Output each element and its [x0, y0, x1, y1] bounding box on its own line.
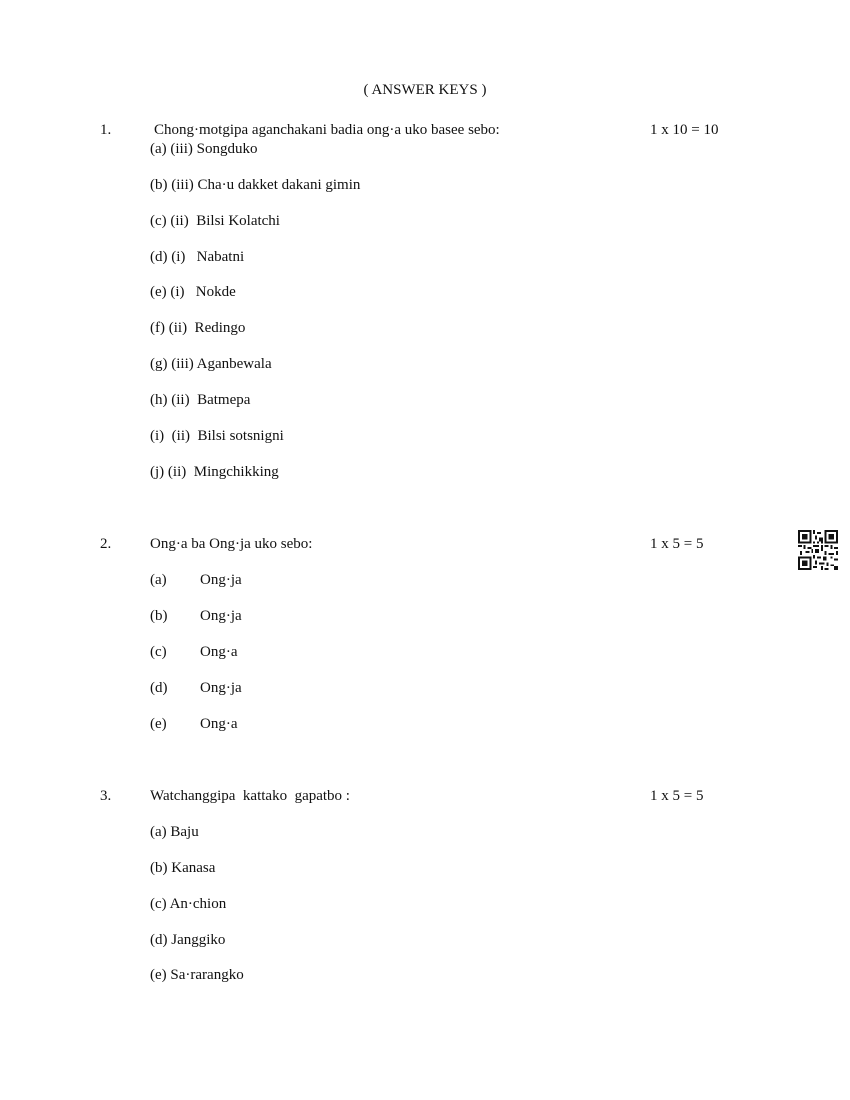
answer-item: (d) (i) Nabatni: [150, 249, 245, 265]
answer-item: (g) (iii) Aganbewala: [150, 356, 272, 372]
answer-item: (d) Janggiko: [150, 932, 226, 948]
answer-item: (a) Baju: [150, 824, 199, 840]
question-number: 2.: [100, 536, 112, 552]
question-text: Chong·motgipa aganchakani badia ong·a uko basee sebo:: [154, 122, 500, 138]
answer-item: (h) (ii) Batmepa: [150, 392, 251, 408]
answer-value: Ong·ja: [200, 680, 242, 696]
answer-item: (c) (ii) Bilsi Kolatchi: [150, 213, 280, 229]
question-marks: 1 x 5 = 5: [650, 536, 704, 552]
answer-item: (b) Kanasa: [150, 860, 216, 876]
answer-label: (b): [150, 608, 168, 624]
question-marks: 1 x 10 = 10: [650, 122, 719, 138]
answer-value: Ong·a: [200, 644, 238, 660]
question-number: 3.: [100, 788, 112, 804]
answer-item: (c) An·chion: [150, 896, 227, 912]
question-text: Watchanggipa kattako gapatbo :: [150, 788, 350, 804]
answer-item: (e) (i) Nokde: [150, 284, 236, 300]
answer-item: (i) (ii) Bilsi sotsnigni: [150, 428, 284, 444]
answer-value: Ong·ja: [200, 572, 242, 588]
question-text: Ong·a ba Ong·ja uko sebo:: [150, 536, 313, 552]
answer-item: (b) (iii) Cha·u dakket dakani gimin: [150, 177, 361, 193]
page-title: ( ANSWER KEYS ): [363, 82, 487, 98]
answer-item: (e) Sa·rarangko: [150, 967, 244, 983]
answer-item: (a) (iii) Songduko: [150, 141, 258, 157]
question-number: 1.: [100, 122, 112, 138]
answer-label: (a): [150, 572, 167, 588]
answer-item: (f) (ii) Redingo: [150, 320, 246, 336]
answer-value: Ong·ja: [200, 608, 242, 624]
answer-label: (d): [150, 680, 168, 696]
answer-label: (c): [150, 644, 167, 660]
answer-label: (e): [150, 716, 167, 732]
answer-value: Ong·a: [200, 716, 238, 732]
question-marks: 1 x 5 = 5: [650, 788, 704, 804]
answer-item: (j) (ii) Mingchikking: [150, 464, 279, 480]
qr-code-icon: [798, 530, 838, 570]
